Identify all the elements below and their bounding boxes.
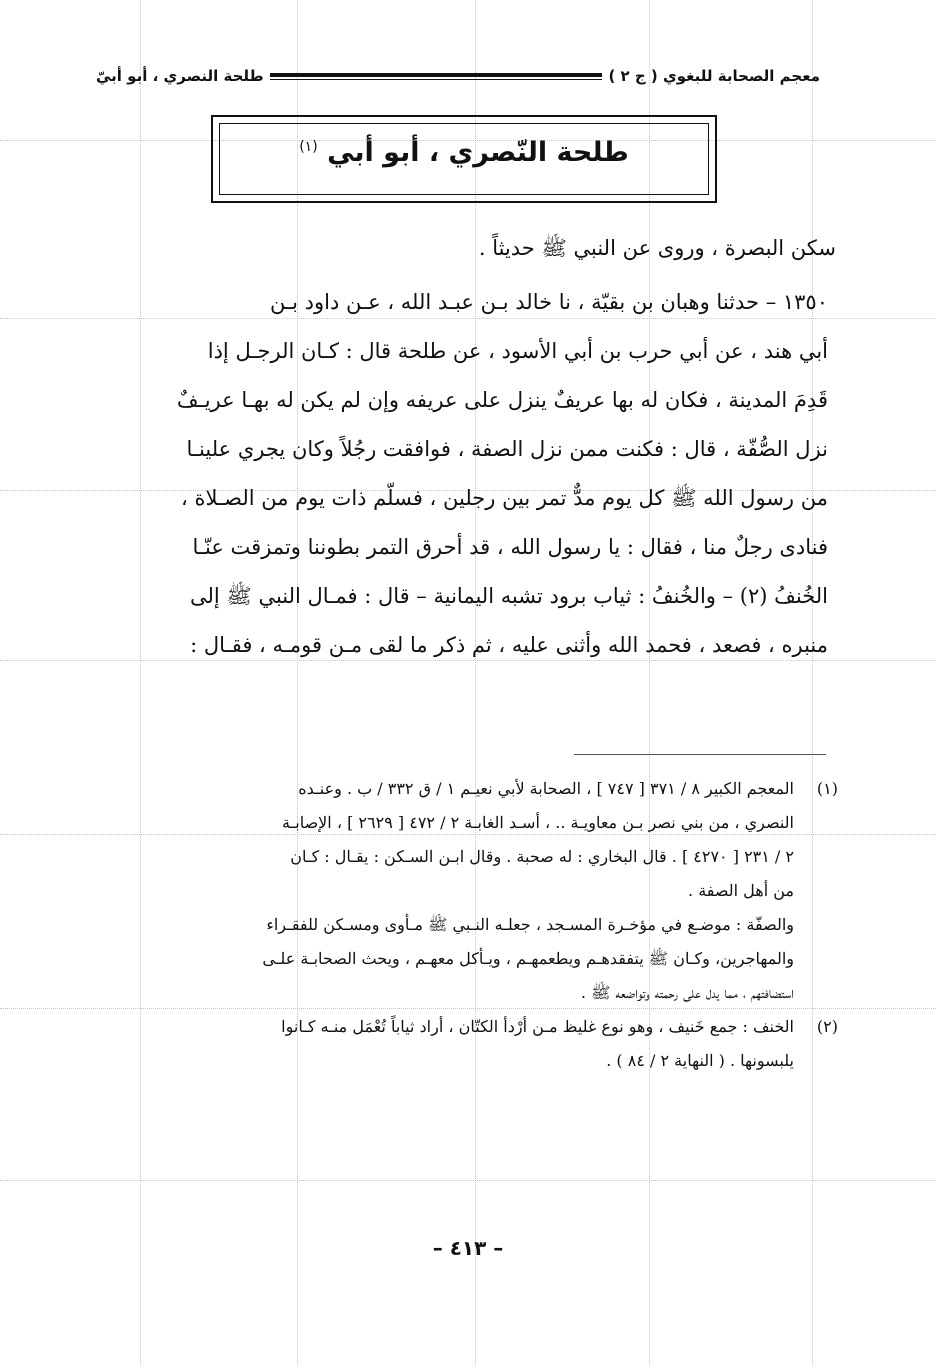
body-line: منبره ، فصعد ، فحمد الله وأثنى عليه ، ثم ذكر ما لقى مـن قومـه ، فقـال : — [190, 633, 828, 657]
page-number: – ٤١٣ – — [432, 1236, 504, 1260]
grid-line — [297, 0, 298, 1365]
footnote-line: ٢ / ٢٣١ [ ٤٢٧٠ ] . قال البخاري : له صحبة . وقال ابـن السـكن : يقـال : كـان — [290, 847, 794, 866]
body-line: ١٣٥٠ – حدثنا وهبان بن بقيّة ، نا خالد بـن عبـد الله ، عـن داود بـن — [269, 290, 828, 314]
footnotes — [108, 772, 838, 1078]
body-line: نزل الصُّفّة ، قال : فكنت ممن نزل الصفة ، فوافقت رجُلاً وكان يجري علينـا — [186, 437, 828, 461]
body-line: أبي هند ، عن أبي حرب بن أبي الأسود ، عن طلحة قال : كـان الرجـل إذا — [207, 339, 828, 363]
header-rule — [270, 72, 603, 80]
grid-line — [140, 0, 141, 1365]
footnote-line: والصفّة : موضـع في مؤخـرة المسـجد ، جعلـه النـبي ﷺ مـأوى ومسـكن للفقـراء — [266, 915, 794, 934]
entry-title — [213, 137, 715, 168]
footnote-number: (٢) — [816, 1017, 838, 1036]
footnote-separator — [574, 754, 826, 755]
body-line: سكن البصرة ، وروى عن النبي ﷺ حديثاً . — [478, 236, 836, 260]
grid-line — [475, 0, 476, 1365]
footnote-line: الخنف : جمع خَنيف ، وهو نوع غليظ مـن أرْدأ الكتّان ، أراد ثياباً تُعْمَل منـه كـانوا — [281, 1017, 794, 1036]
header-book-title: معجم الصحابة للبغوي ( ج ٢ ) — [608, 67, 820, 85]
grid-line — [812, 0, 813, 1365]
footnote — [108, 1010, 838, 1078]
footnote-line: استضافتهم ، مما يدل على رحمته وتواضعه ﷺ . — [580, 983, 794, 1002]
body-paragraph — [108, 278, 828, 670]
footnote-line: من أهل الصفة . — [688, 881, 794, 900]
header-entry-name: طلحة النصري ، أبو أبيّ — [96, 67, 264, 85]
footnote-line: المعجم الكبير ٨ / ٣٧١ [ ٧٤٧ ] ، الصحابة لأبي نعيـم ١ / ق ٣٣٢ / ب . وعنـده — [298, 779, 794, 798]
body-intro — [100, 224, 836, 273]
footnote — [108, 772, 838, 1010]
footnote-line: يلبسونها . ( النهاية ٢ / ٨٤ ) . — [606, 1051, 794, 1070]
footnote-line: والمهاجرين، وكـان ﷺ يتفقدهـم ويطعمهـم ، ويـأكل معهـم ، ويحث الصحابـة علـى — [262, 949, 794, 968]
body-line: فنادى رجلٌ منا ، فقال : يا رسول الله ، قد أحرق التمر بطوننا وتمزقت عنّـا — [192, 535, 828, 559]
footnote-number: (١) — [816, 779, 838, 798]
body-line: قَدِمَ المدينة ، فكان له بها عريفٌ ينزل على عريفه وإن لم يكن له بهـا عريـفٌ — [176, 388, 828, 412]
running-header — [96, 62, 820, 90]
grid-line — [0, 1180, 936, 1181]
grid-line — [649, 0, 650, 1365]
body-line: من رسول الله ﷺ كل يوم مدٌّ تمر بين رجلين ، فسلّم ذات يوم من الصـلاة ، — [181, 486, 828, 510]
entry-title-box — [211, 115, 717, 203]
entry-title-text: طلحة النّصري ، أبو أبي — [327, 137, 629, 168]
entry-title-footnote-mark: (١) — [299, 139, 318, 155]
footnote-line: النصري ، من بني نصر بـن معاويـة .. ، أسـد الغابـة ٢ / ٤٧٢ [ ٢٦٢٩ ] ، الإصابـة — [282, 813, 794, 832]
body-line: الخُنفُ (٢) – والخُنفُ : ثياب برود تشبه اليمانية – قال : فمـال النبي ﷺ إلى — [189, 584, 828, 608]
